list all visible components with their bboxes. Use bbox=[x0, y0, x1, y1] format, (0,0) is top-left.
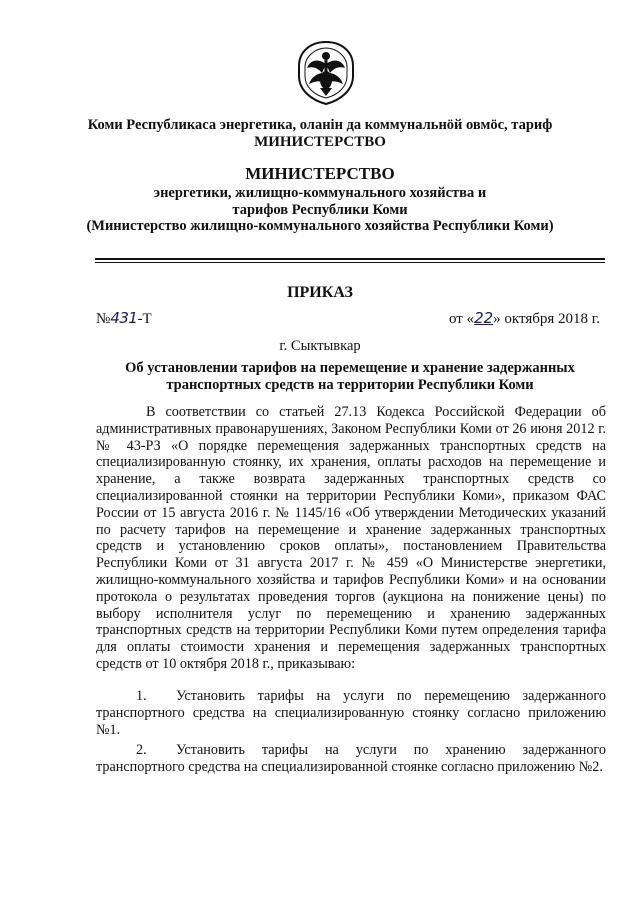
order-date-prefix: от « bbox=[448, 311, 475, 327]
order-date-day-handwritten: 22 bbox=[474, 309, 494, 327]
list-item bbox=[96, 688, 606, 738]
list-item-number: 1. bbox=[136, 688, 147, 704]
order-preamble: В соответствии со статьей 27.13 Кодекса Российской Федерации об административных правонарушениях, Законом Республики Коми от 26 июня 2012 г. № 43-РЗ «О порядке перемещения задержанных транспортных средств на специализированную стоянку, их хранения, оплаты расходов на перемещение и хранение, а также возврата задержанных транспортных средств со специализированной стоянки на территории Республики Коми», приказом ФАС России от 15 августа 2016 г. № 1145/16 «Об утверждении Методических указаний по расчету тарифов на перемещение и хранение задержанных транспортных средств и установлению сроков оплаты», постановлением Правительства Республики Коми от 31 августа 2017 г. № 459 «О Министерстве энергетики, жилищно-коммунального хозяйства и тарифов Республики Коми» и на основании протокола о результатах проведения торгов (аукциона на понижение цены) по выбору исполнителя услуг по перемещению и хранению задержанных транспортных средств на территории Республики Коми путем определения тарифа для оплаты стоимости хранения и перемещения задержанных транспортных средств от 10 октября 2018 г., приказываю: bbox=[96, 404, 606, 672]
header-divider-thin bbox=[95, 262, 605, 263]
ministry-short-name: (Министерство жилищно-коммунального хозяйства Республики Коми) bbox=[86, 218, 554, 234]
list-item bbox=[96, 742, 606, 776]
order-date bbox=[449, 309, 600, 328]
order-items-list bbox=[96, 688, 606, 780]
order-city: г. Сыктывкар bbox=[279, 338, 361, 354]
komi-ministry-name: Коми Республикаса энергетика, оланін да коммунальнӧй овмӧс, тариф bbox=[87, 117, 553, 133]
ministry-title: МИНИСТЕРСТВО bbox=[245, 164, 395, 183]
ministry-komi-label: МИНИСТЕРСТВО bbox=[254, 134, 386, 150]
order-number-prefix: № bbox=[96, 311, 111, 327]
komi-emblem-icon bbox=[296, 40, 356, 106]
header-divider-thick bbox=[95, 258, 605, 260]
order-subject: Об установлении тарифов на перемещение и хранение задержанных транспортных средств на территории Республики Коми bbox=[125, 360, 575, 393]
list-item-text: Установить тарифы на услуги по хранению задержанного транспортного средства на специализированной стоянке согласно приложению №2. bbox=[96, 742, 606, 776]
list-item-number: 2. bbox=[136, 742, 147, 759]
ministry-subtitle-line1: энергетики, жилищно-коммунального хозяйства и bbox=[153, 185, 487, 201]
document-type: ПРИКАЗ bbox=[287, 284, 353, 301]
order-number bbox=[96, 309, 152, 328]
order-number-handwritten: 431 bbox=[110, 309, 138, 327]
list-item-text: Установить тарифы на услуги по перемещению задержанного транспортного средства на специализированную стоянку согласно приложению №1. bbox=[96, 688, 606, 738]
ministry-subtitle-line2: тарифов Республики Коми bbox=[232, 202, 408, 218]
order-number-suffix: -Т bbox=[137, 311, 152, 327]
order-date-suffix: » октября 2018 г. bbox=[493, 311, 600, 327]
